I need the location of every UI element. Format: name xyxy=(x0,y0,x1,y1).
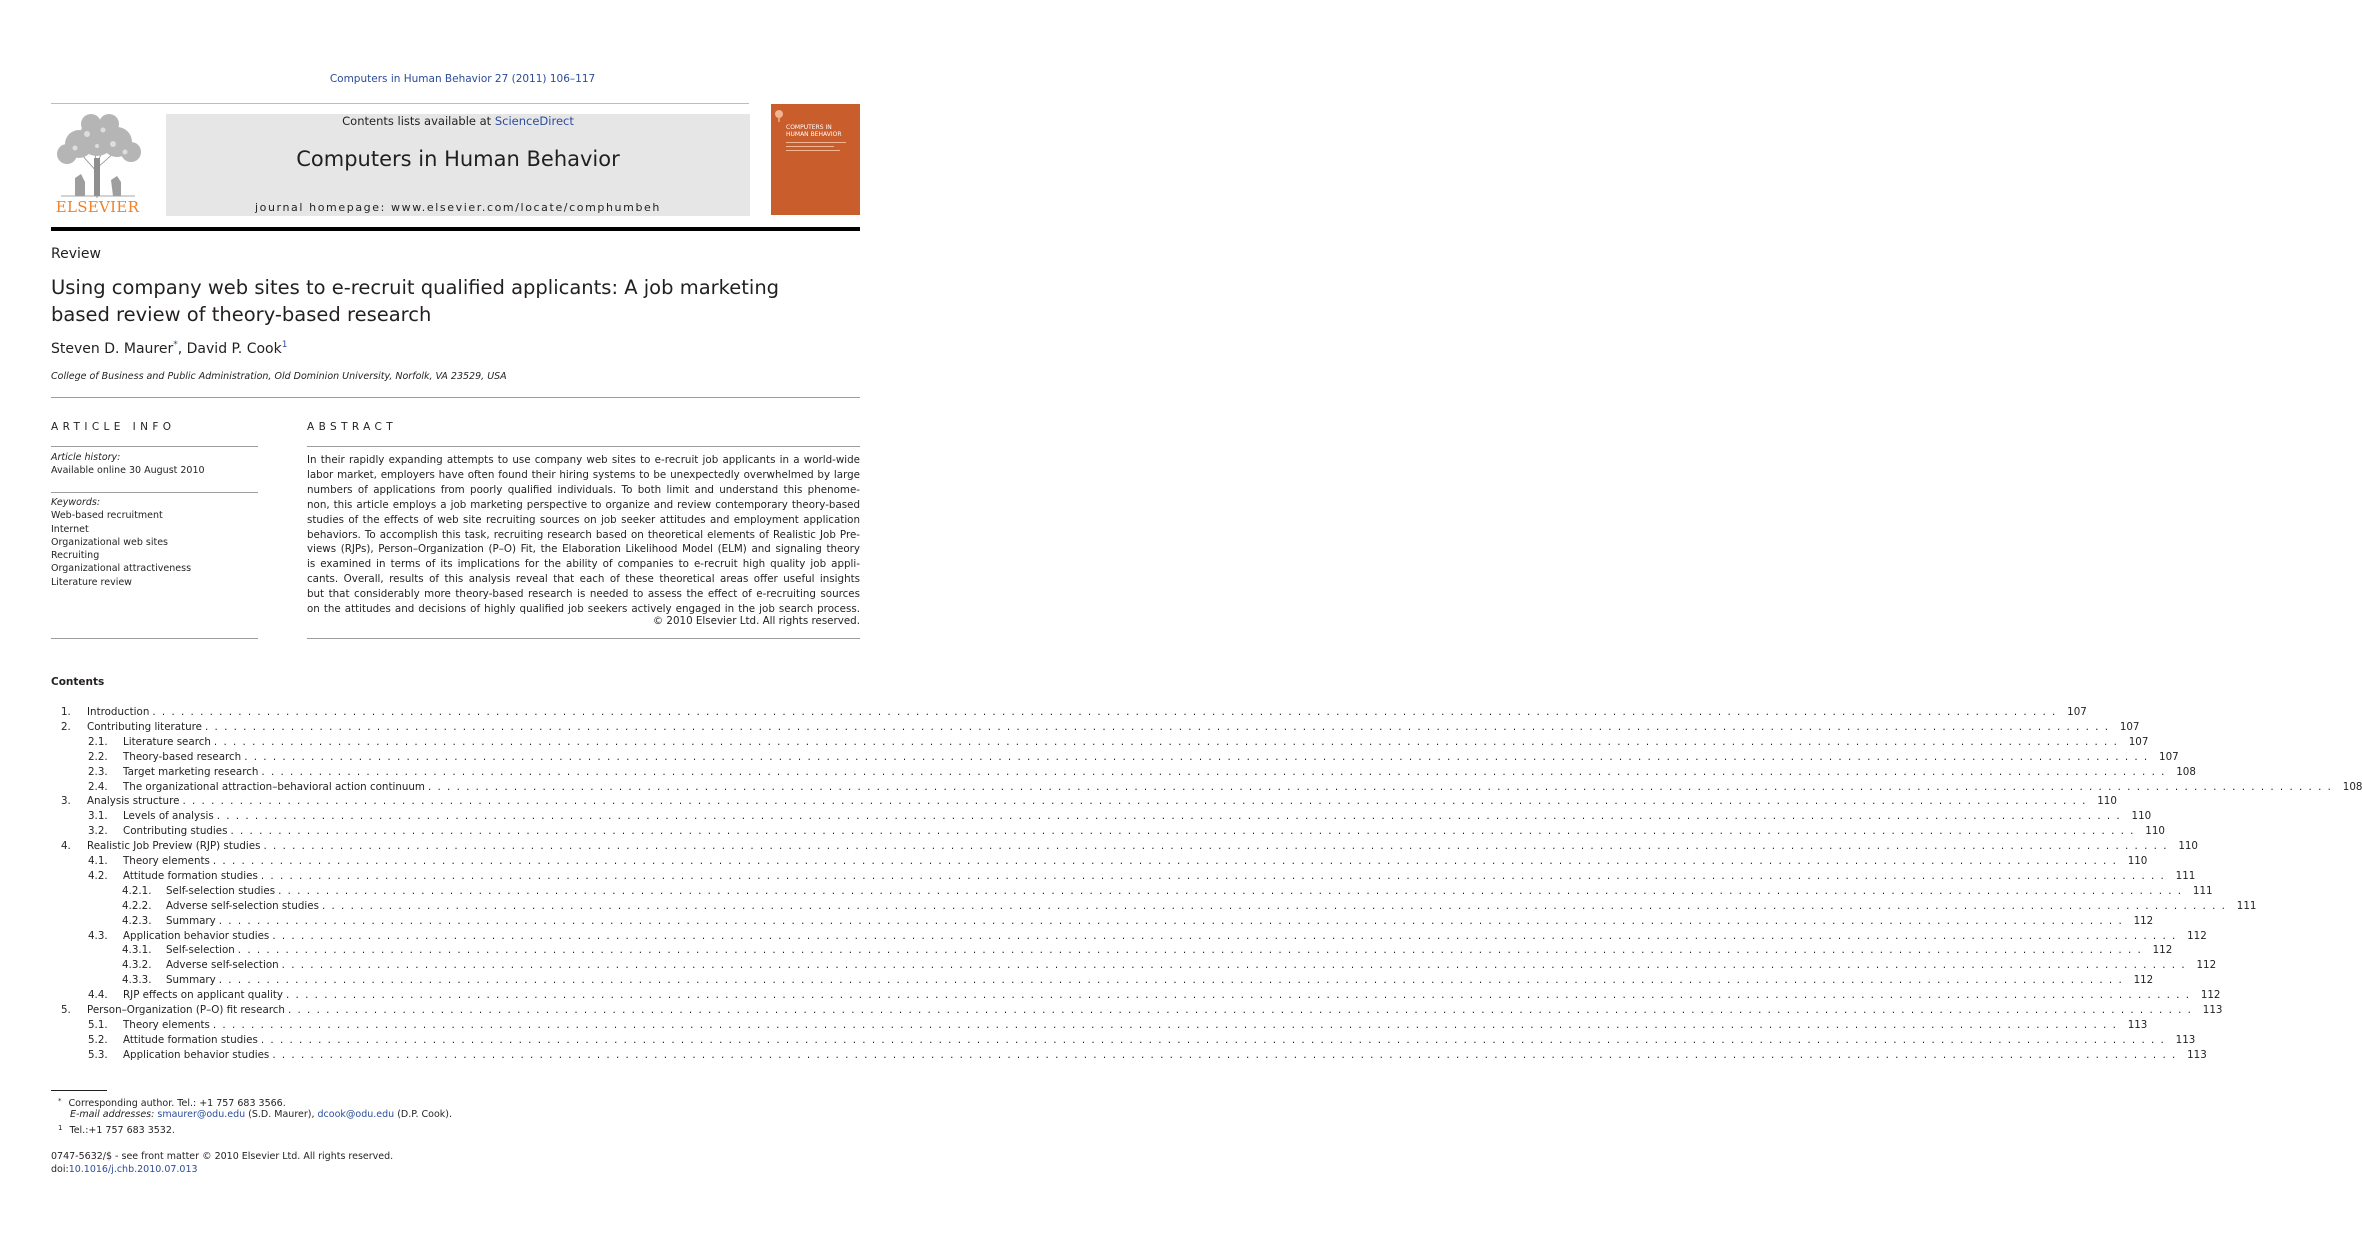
keyword: Organizational web sites xyxy=(51,536,168,548)
footnote-emails xyxy=(70,1108,452,1121)
journal-citation[interactable]: Computers in Human Behavior 27 (2011) 106–117 xyxy=(329,73,596,85)
toc-label[interactable]: Attitude formation studies xyxy=(123,1033,258,1046)
abstract-bottom-rule xyxy=(307,638,860,639)
abstract-line: on the attitudes and decisions of highly qualified job seekers actively engaged in the job search process. xyxy=(307,603,860,616)
abstract-line: behaviors. To accomplish this task, recruiting research based on theoretical elements of Realistic Job Pre- xyxy=(307,528,860,541)
author-list xyxy=(51,340,287,357)
toc-label[interactable]: Target marketing research xyxy=(123,765,259,778)
toc-page-number[interactable]: 113 xyxy=(2187,1048,2207,1061)
toc-leader-dots: . . . . . . . . . . . . . . . . . . . . . . . . . . . . . . . . . . . . . . . . . . . . . . . . . . . . . . . . . . . . . . . . . . . . . . . . . . . . . . . . . . . . . . . . . . . . . . . . . . . . . . . . . . . . . . . . . . . . . . . . . . . . . . . . . . . . . . . . . . . . . . . . . . . . . . . . . . . . . . . . . . . . . . . . . . . . . . . . . . . . . . . . . . . . . . . . . . . . . . . . xyxy=(261,765,2166,778)
toc-page-number[interactable]: 110 xyxy=(2127,855,2148,867)
elsevier-tree-logo-icon xyxy=(51,112,144,200)
toc-entry[interactable] xyxy=(51,958,2217,973)
toc-leader-dots: . . . . . . . . . . . . . . . . . . . . . . . . . . . . . . . . . . . . . . . . . . . . . . . . . . . . . . . . . . . . . . . . . . . . . . . . . . . . . . . . . . . . . . . . . . . . . . . . . . . . . . . . . . . . . . . . . . . . . . . . . . . . . . . . . . . . . . . . . . . . . . . . . . . . . . . . . . . . . . . . . . . . . . . . . . . . . . . . . . . . . . . . . . . . . . . . . . . . . . . . xyxy=(427,780,2333,793)
toc-label[interactable]: Attitude formation studies xyxy=(123,869,258,882)
toc-page-number[interactable]: 112 xyxy=(2196,959,2217,972)
contents-available xyxy=(166,114,750,128)
toc-entry[interactable] xyxy=(51,914,2154,929)
toc-entry[interactable] xyxy=(51,720,2140,735)
article-info-rule xyxy=(51,446,258,447)
toc-entry[interactable] xyxy=(51,1033,2196,1048)
keyword: Internet xyxy=(51,523,89,535)
article-info-heading: ARTICLE INFO xyxy=(51,421,176,433)
toc-entry[interactable] xyxy=(51,899,2257,914)
email-owner: (D.P. Cook). xyxy=(394,1109,453,1120)
author-separator: , xyxy=(177,341,187,357)
email-link[interactable]: dcook@odu.edu xyxy=(317,1109,395,1120)
journal-cover-title xyxy=(786,124,856,151)
keyword: Literature review xyxy=(51,576,132,588)
keyword: Recruiting xyxy=(51,550,100,562)
toc-leader-dots: . . . . . . . . . . . . . . . . . . . . . . . . . . . . . . . . . . . . . . . . . . . . . . . . . . . . . . . . . . . . . . . . . . . . . . . . . . . . . . . . . . . . . . . . . . . . . . . . . . . . . . . . . . . . . . . . . . . . . . . . . . . . . . . . . . . . . . . . . . . . . . . . . . . . . . . . . . . . . . . . . . . . . . . . . . . . . . . . . . . . . . . . . . . . . . . . . . . . . . . . xyxy=(212,1018,2118,1031)
toc-leader-dots: . . . . . . . . . . . . . . . . . . . . . . . . . . . . . . . . . . . . . . . . . . . . . . . . . . . . . . . . . . . . . . . . . . . . . . . . . . . . . . . . . . . . . . . . . . . . . . . . . . . . . . . . . . . . . . . . . . . . . . . . . . . . . . . . . . . . . . . . . . . . . . . . . . . . . . . . . . . . . . . . . . . . . . . . . . . . . . . . . . . . . . . . . . . . . . . . . . . . . . . . xyxy=(216,810,2122,823)
toc-entry[interactable] xyxy=(51,988,2221,1003)
toc-leader-dots: . . . . . . . . . . . . . . . . . . . . . . . . . . . . . . . . . . . . . . . . . . . . . . . . . . . . . . . . . . . . . . . . . . . . . . . . . . . . . . . . . . . . . . . . . . . . . . . . . . . . . . . . . . . . . . . . . . . . . . . . . . . . . . . . . . . . . . . . . . . . . . . . . . . . . . . . . . . . . . . . . . . . . . . . . . . . . . . . . . . . . . . . . . . . . . . . . . . . . . . . xyxy=(260,869,2166,882)
toc-page-number[interactable]: 113 xyxy=(2202,1004,2223,1016)
toc-leader-dots: . . . . . . . . . . . . . . . . . . . . . . . . . . . . . . . . . . . . . . . . . . . . . . . . . . . . . . . . . . . . . . . . . . . . . . . . . . . . . . . . . . . . . . . . . . . . . . . . . . . . . . . . . . . . . . . . . . . . . . . . . . . . . . . . . . . . . . . . . . . . . . . . . . . . . . . . . . . . . . . . . . . . . . . . . . . . . . . . . . . . . . . . . . . . . . . . . . . . . . . . xyxy=(218,914,2124,927)
toc-entry[interactable] xyxy=(51,1018,2148,1033)
toc-leader-dots: . . . . . . . . . . . . . . . . . . . . . . . . . . . . . . . . . . . . . . . . . . . . . . . . . . . . . . . . . . . . . . . . . . . . . . . . . . . . . . . . . . . . . . . . . . . . . . . . . . . . . . . . . . . . . . . . . . . . . . . . . . . . . . . . . . . . . . . . . . . . . . . . . . . . . . . . . . . . . . . . . . . . . . . . . . . . . . . . . . . . . . . . . . . . . . . . . . . . . . . . xyxy=(278,884,2183,897)
toc-page-number[interactable]: 110 xyxy=(2145,825,2165,838)
toc-label[interactable]: Realistic Job Preview (RJP) studies xyxy=(87,840,261,853)
cover-title-line1: COMPUTERS IN xyxy=(786,124,832,131)
email-owner: (S.D. Maurer), xyxy=(245,1109,318,1120)
keyword: Organizational attractiveness xyxy=(51,563,192,575)
toc-entry[interactable] xyxy=(51,735,2149,750)
toc-leader-dots: . . . . . . . . . . . . . . . . . . . . . . . . . . . . . . . . . . . . . . . . . . . . . . . . . . . . . . . . . . . . . . . . . . . . . . . . . . . . . . . . . . . . . . . . . . . . . . . . . . . . . . . . . . . . . . . . . . . . . . . . . . . . . . . . . . . . . . . . . . . . . . . . . . . . . . . . . . . . . . . . . . . . . . . . . . . . . . . . . . . . . . . . . . . . . . . . . . . . . . . . xyxy=(213,735,2119,748)
abstract-line: In their rapidly expanding attempts to use company web sites to e-recruit job applicants in a world-wide xyxy=(307,454,860,466)
toc-entry[interactable] xyxy=(51,794,2117,809)
corresponding-text: Corresponding author. Tel.: +1 757 683 3566. xyxy=(68,1098,286,1109)
toc-leader-dots: . . . . . . . . . . . . . . . . . . . . . . . . . . . . . . . . . . . . . . . . . . . . . . . . . . . . . . . . . . . . . . . . . . . . . . . . . . . . . . . . . . . . . . . . . . . . . . . . . . . . . . . . . . . . . . . . . . . . . . . . . . . . . . . . . . . . . . . . . . . . . . . . . . . . . . . . . . . . . . . . . . . . . . . . . . . . . . . . . . . . . . . . . . . . . . . . . . . . . . . . xyxy=(237,944,2143,957)
toc-number: 3.2. xyxy=(88,825,108,838)
toc-number: 5.3. xyxy=(88,1048,108,1061)
toc-page-number[interactable]: 107 xyxy=(2159,750,2179,763)
toc-page-number[interactable]: 111 xyxy=(2175,869,2196,882)
section-divider xyxy=(51,397,860,398)
toc-label[interactable]: Summary xyxy=(166,914,216,927)
abstract-line: is examined in terms of its implications for the ability of companies to e-recruit high quality job appli- xyxy=(307,558,860,571)
abstract-copyright: © 2010 Elsevier Ltd. All rights reserved. xyxy=(652,615,860,627)
toc-number: 2.4. xyxy=(88,780,108,793)
toc-page-number[interactable]: 107 xyxy=(2067,706,2087,718)
toc-entry[interactable] xyxy=(51,824,2165,839)
abstract-line: studies of the effects of web site recruiting sources on job seeker attitudes and employment application xyxy=(307,513,860,526)
toc-number: 2.1. xyxy=(88,735,108,748)
toc-number: 5.2. xyxy=(88,1033,108,1046)
toc-leader-dots: . . . . . . . . . . . . . . . . . . . . . . . . . . . . . . . . . . . . . . . . . . . . . . . . . . . . . . . . . . . . . . . . . . . . . . . . . . . . . . . . . . . . . . . . . . . . . . . . . . . . . . . . . . . . . . . . . . . . . . . . . . . . . . . . . . . . . . . . . . . . . . . . . . . . . . . . . . . . . . . . . . . . . . . . . . . . . . . . . . . . . . . . . . . . . . . . . . . . . . . . xyxy=(272,1048,2177,1061)
toc-leader-dots: . . . . . . . . . . . . . . . . . . . . . . . . . . . . . . . . . . . . . . . . . . . . . . . . . . . . . . . . . . . . . . . . . . . . . . . . . . . . . . . . . . . . . . . . . . . . . . . . . . . . . . . . . . . . . . . . . . . . . . . . . . . . . . . . . . . . . . . . . . . . . . . . . . . . . . . . . . . . . . . . . . . . . . . . . . . . . . . . . . . . . . . . . . . . . . . . . . . . . . . . xyxy=(260,1033,2166,1046)
toc-entry[interactable] xyxy=(51,884,2213,899)
tel-text: Tel.:+1 757 683 3532. xyxy=(69,1125,175,1136)
corresponding-marker[interactable]: * xyxy=(173,340,178,350)
abstract-line: views (RJPs), Person–Organization (P–O) Fit, the Elaboration Likelihood Model (ELM) and signaling theory xyxy=(307,543,860,556)
doi-prefix: doi: xyxy=(51,1164,69,1176)
abstract-line: numbers of applications from poorly qualified individuals. To both limit and understand this phenome- xyxy=(307,483,860,496)
abstract-line: cants. Overall, results of this analysis reveal that each of these theoretical areas offer useful insights xyxy=(307,573,860,586)
toc-label[interactable]: Contributing studies xyxy=(123,825,228,838)
toc-number: 3.1. xyxy=(88,810,108,823)
toc-number: 4.2.1. xyxy=(122,884,152,897)
toc-entry[interactable] xyxy=(51,780,2362,795)
history-value: Available online 30 August 2010 xyxy=(51,465,205,477)
header-divider xyxy=(51,227,860,231)
toc-label[interactable]: Summary xyxy=(166,974,216,987)
toc-entry[interactable] xyxy=(51,1048,2207,1063)
contents-heading: Contents xyxy=(51,676,105,688)
toc-leader-dots: . . . . . . . . . . . . . . . . . . . . . . . . . . . . . . . . . . . . . . . . . . . . . . . . . . . . . . . . . . . . . . . . . . . . . . . . . . . . . . . . . . . . . . . . . . . . . . . . . . . . . . . . . . . . . . . . . . . . . . . . . . . . . . . . . . . . . . . . . . . . . . . . . . . . . . . . . . . . . . . . . . . . . . . . . . . . . . . . . . . . . . . . . . . . . . . . . . . . . . . . xyxy=(205,720,2110,733)
toc-leader-dots: . . . . . . . . . . . . . . . . . . . . . . . . . . . . . . . . . . . . . . . . . . . . . . . . . . . . . . . . . . . . . . . . . . . . . . . . . . . . . . . . . . . . . . . . . . . . . . . . . . . . . . . . . . . . . . . . . . . . . . . . . . . . . . . . . . . . . . . . . . . . . . . . . . . . . . . . . . . . . . . . . . . . . . . . . . . . . . . . . . . . . . . . . . . . . . . . . . . . . . . . xyxy=(272,929,2177,942)
toc-leader-dots: . . . . . . . . . . . . . . . . . . . . . . . . . . . . . . . . . . . . . . . . . . . . . . . . . . . . . . . . . . . . . . . . . . . . . . . . . . . . . . . . . . . . . . . . . . . . . . . . . . . . . . . . . . . . . . . . . . . . . . . . . . . . . . . . . . . . . . . . . . . . . . . . . . . . . . . . . . . . . . . . . . . . . . . . . . . . . . . . . . . . . . . . . . . . . . . . . . . . . . . . xyxy=(152,706,2057,718)
email-label: E-mail addresses: xyxy=(70,1109,155,1120)
toc-page-number[interactable]: 108 xyxy=(2176,765,2196,778)
keywords-block xyxy=(51,496,191,589)
toc-page-number[interactable]: 112 xyxy=(2152,944,2173,957)
toc-number: 4.3.1. xyxy=(122,944,152,957)
toc-entry[interactable] xyxy=(51,1003,2223,1018)
toc-number: 2. xyxy=(61,720,71,733)
toc-page-number[interactable]: 111 xyxy=(2236,899,2257,912)
sciencedirect-link[interactable]: ScienceDirect xyxy=(494,114,574,128)
toc-number: 4.2.3. xyxy=(122,914,152,927)
abstract-line: labor market, employers have often found their hiring systems to be unexpectedly overwhelmed by large xyxy=(307,468,860,481)
journal-title: Computers in Human Behavior xyxy=(296,147,620,171)
toc-entry[interactable] xyxy=(51,943,2173,958)
toc-entry[interactable] xyxy=(51,750,2179,765)
abstract-text xyxy=(307,453,860,617)
toc-label[interactable]: RJP effects on applicant quality xyxy=(123,989,284,1002)
toc-label[interactable]: Theory-based research xyxy=(123,750,242,763)
toc-label[interactable]: Contributing literature xyxy=(87,720,202,733)
abstract-line: non, this article employs a job marketing perspective to organize and review contemporary theory-based xyxy=(307,498,860,511)
article-type: Review xyxy=(51,246,101,262)
author-affiliation: College of Business and Public Administration, Old Dominion University, Norfolk, VA 23529, USA xyxy=(51,371,507,382)
toc-leader-dots: . . . . . . . . . . . . . . . . . . . . . . . . . . . . . . . . . . . . . . . . . . . . . . . . . . . . . . . . . . . . . . . . . . . . . . . . . . . . . . . . . . . . . . . . . . . . . . . . . . . . . . . . . . . . . . . . . . . . . . . . . . . . . . . . . . . . . . . . . . . . . . . . . . . . . . . . . . . . . . . . . . . . . . . . . . . . . . . . . . . . . . . . . . . . . . . . . . . . . . . . xyxy=(286,989,2191,1002)
issn-line: 0747-5632/$ - see front matter © 2010 Elsevier Ltd. All rights reserved. xyxy=(51,1151,394,1162)
toc-label[interactable]: Application behavior studies xyxy=(123,929,270,942)
toc-leader-dots: . . . . . . . . . . . . . . . . . . . . . . . . . . . . . . . . . . . . . . . . . . . . . . . . . . . . . . . . . . . . . . . . . . . . . . . . . . . . . . . . . . . . . . . . . . . . . . . . . . . . . . . . . . . . . . . . . . . . . . . . . . . . . . . . . . . . . . . . . . . . . . . . . . . . . . . . . . . . . . . . . . . . . . . . . . . . . . . . . . . . . . . . . . . . . . . . . . . . . . . . xyxy=(230,825,2135,838)
toc-entry[interactable] xyxy=(51,854,2148,869)
toc-page-number[interactable]: 113 xyxy=(2127,1018,2148,1031)
toc-entry[interactable] xyxy=(51,809,2152,824)
toc-label[interactable]: Self-selection xyxy=(166,944,235,957)
toc-page-number[interactable]: 108 xyxy=(2342,780,2362,793)
footnote-rule xyxy=(51,1090,107,1091)
toc-label[interactable]: Levels of analysis xyxy=(123,810,214,823)
toc-entry[interactable] xyxy=(51,929,2207,944)
title-line: based review of theory-based research xyxy=(51,303,432,326)
elsevier-wordmark[interactable]: ELSEVIER xyxy=(55,198,140,216)
toc-number: 4.3.2. xyxy=(122,959,152,972)
toc-number: 5. xyxy=(61,1004,71,1016)
toc-page-number[interactable]: 112 xyxy=(2133,974,2154,987)
toc-label[interactable]: Adverse self-selection studies xyxy=(166,899,319,912)
toc-leader-dots: . . . . . . . . . . . . . . . . . . . . . . . . . . . . . . . . . . . . . . . . . . . . . . . . . . . . . . . . . . . . . . . . . . . . . . . . . . . . . . . . . . . . . . . . . . . . . . . . . . . . . . . . . . . . . . . . . . . . . . . . . . . . . . . . . . . . . . . . . . . . . . . . . . . . . . . . . . . . . . . . . . . . . . . . . . . . . . . . . . . . . . . . . . . . . . . . . . . . . . . . xyxy=(321,899,2227,912)
footnote-tel xyxy=(58,1122,175,1137)
abstract-line: but that considerably more theory-based research is needed to assess the effect of e-recruiting sources xyxy=(307,588,860,601)
toc-page-number[interactable]: 111 xyxy=(2192,884,2213,897)
keywords-rule xyxy=(51,492,258,493)
toc-label[interactable]: Adverse self-selection xyxy=(166,959,279,972)
footnote-mark: * xyxy=(58,1097,62,1105)
toc-number: 3. xyxy=(61,795,71,808)
title-line: Using company web sites to e-recruit qualified applicants: A job marketing xyxy=(51,276,780,299)
toc-leader-dots: . . . . . . . . . . . . . . . . . . . . . . . . . . . . . . . . . . . . . . . . . . . . . . . . . . . . . . . . . . . . . . . . . . . . . . . . . . . . . . . . . . . . . . . . . . . . . . . . . . . . . . . . . . . . . . . . . . . . . . . . . . . . . . . . . . . . . . . . . . . . . . . . . . . . . . . . . . . . . . . . . . . . . . . . . . . . . . . . . . . . . . . . . . . . . . . . . . . . . . . . xyxy=(212,855,2118,867)
header-rule xyxy=(51,103,749,104)
cover-line xyxy=(786,150,840,151)
toc-leader-dots: . . . . . . . . . . . . . . . . . . . . . . . . . . . . . . . . . . . . . . . . . . . . . . . . . . . . . . . . . . . . . . . . . . . . . . . . . . . . . . . . . . . . . . . . . . . . . . . . . . . . . . . . . . . . . . . . . . . . . . . . . . . . . . . . . . . . . . . . . . . . . . . . . . . . . . . . . . . . . . . . . . . . . . . . . . . . . . . . . . . . . . . . . . . . . . . . . . . . . . . . xyxy=(244,750,2149,763)
toc-label[interactable]: Theory elements xyxy=(123,1018,210,1031)
toc-page-number[interactable]: 112 xyxy=(2200,989,2221,1002)
article-info-bottom-rule xyxy=(51,638,258,639)
toc-entry[interactable] xyxy=(51,973,2154,988)
toc-label[interactable]: Introduction xyxy=(87,706,150,718)
toc-number: 4.3. xyxy=(88,929,108,942)
toc-label[interactable]: Theory elements xyxy=(123,855,210,867)
toc-page-number[interactable]: 113 xyxy=(2175,1033,2196,1046)
author-name[interactable]: Steven D. Maurer xyxy=(51,341,174,357)
toc-page-number[interactable]: 110 xyxy=(2178,840,2198,853)
abstract-rule xyxy=(307,446,860,447)
toc-page-number[interactable]: 107 xyxy=(2128,735,2149,748)
toc-number: 2.3. xyxy=(88,765,108,778)
abstract-heading: ABSTRACT xyxy=(307,421,398,433)
toc-number: 1. xyxy=(61,706,71,718)
footnote-mark: 1 xyxy=(58,1124,63,1132)
toc-entry[interactable] xyxy=(51,839,2198,854)
toc-page-number[interactable]: 112 xyxy=(2133,914,2154,927)
toc-number: 4.2.2. xyxy=(122,899,152,912)
toc-page-number[interactable]: 112 xyxy=(2187,929,2207,942)
toc-number: 5.1. xyxy=(88,1018,108,1031)
toc-label[interactable]: Self-selection studies xyxy=(166,884,276,897)
toc-label[interactable]: Application behavior studies xyxy=(123,1048,270,1061)
doi-line xyxy=(51,1163,393,1176)
email-link[interactable]: smaurer@odu.edu xyxy=(157,1109,246,1120)
article-history xyxy=(51,451,205,478)
journal-homepage[interactable]: journal homepage: www.elsevier.com/locate/comphumbeh xyxy=(255,201,661,214)
footnote-marker[interactable]: 1 xyxy=(281,340,288,350)
toc-number: 4.1. xyxy=(88,855,108,867)
toc-page-number[interactable]: 110 xyxy=(2131,810,2152,823)
front-matter xyxy=(51,1150,393,1177)
toc-entry[interactable] xyxy=(51,705,2087,720)
toc-page-number[interactable]: 107 xyxy=(2119,720,2140,733)
journal-cover[interactable] xyxy=(771,104,860,215)
contents-available-prefix: Contents lists available at xyxy=(342,114,495,128)
author-name[interactable]: David P. Cook xyxy=(186,341,282,357)
toc-leader-dots: . . . . . . . . . . . . . . . . . . . . . . . . . . . . . . . . . . . . . . . . . . . . . . . . . . . . . . . . . . . . . . . . . . . . . . . . . . . . . . . . . . . . . . . . . . . . . . . . . . . . . . . . . . . . . . . . . . . . . . . . . . . . . . . . . . . . . . . . . . . . . . . . . . . . . . . . . . . . . . . . . . . . . . . . . . . . . . . . . . . . . . . . . . . . . . . . . . . . . . . . xyxy=(281,959,2187,972)
toc-number: 4.3.3. xyxy=(122,974,152,987)
toc-leader-dots: . . . . . . . . . . . . . . . . . . . . . . . . . . . . . . . . . . . . . . . . . . . . . . . . . . . . . . . . . . . . . . . . . . . . . . . . . . . . . . . . . . . . . . . . . . . . . . . . . . . . . . . . . . . . . . . . . . . . . . . . . . . . . . . . . . . . . . . . . . . . . . . . . . . . . . . . . . . . . . . . . . . . . . . . . . . . . . . . . . . . . . . . . . . . . . . . . . . . . . . . xyxy=(287,1004,2193,1016)
toc-label[interactable]: Analysis structure xyxy=(87,795,180,808)
article-title xyxy=(51,274,860,328)
toc-page-number[interactable]: 110 xyxy=(2097,795,2117,808)
toc-number: 2.2. xyxy=(88,750,108,763)
cover-line xyxy=(786,142,846,143)
toc-entry[interactable] xyxy=(51,869,2196,884)
doi-link[interactable]: 10.1016/j.chb.2010.07.013 xyxy=(68,1164,198,1176)
toc-entry[interactable] xyxy=(51,765,2196,780)
toc-number: 4.4. xyxy=(88,989,108,1002)
toc-number: 4. xyxy=(61,840,71,853)
toc-leader-dots: . . . . . . . . . . . . . . . . . . . . . . . . . . . . . . . . . . . . . . . . . . . . . . . . . . . . . . . . . . . . . . . . . . . . . . . . . . . . . . . . . . . . . . . . . . . . . . . . . . . . . . . . . . . . . . . . . . . . . . . . . . . . . . . . . . . . . . . . . . . . . . . . . . . . . . . . . . . . . . . . . . . . . . . . . . . . . . . . . . . . . . . . . . . . . . . . . . . . . . . . xyxy=(218,974,2124,987)
toc-leader-dots: . . . . . . . . . . . . . . . . . . . . . . . . . . . . . . . . . . . . . . . . . . . . . . . . . . . . . . . . . . . . . . . . . . . . . . . . . . . . . . . . . . . . . . . . . . . . . . . . . . . . . . . . . . . . . . . . . . . . . . . . . . . . . . . . . . . . . . . . . . . . . . . . . . . . . . . . . . . . . . . . . . . . . . . . . . . . . . . . . . . . . . . . . . . . . . . . . . . . . . . . xyxy=(182,795,2087,808)
toc-label[interactable]: Person–Organization (P–O) fit research xyxy=(87,1004,285,1016)
toc-leader-dots: . . . . . . . . . . . . . . . . . . . . . . . . . . . . . . . . . . . . . . . . . . . . . . . . . . . . . . . . . . . . . . . . . . . . . . . . . . . . . . . . . . . . . . . . . . . . . . . . . . . . . . . . . . . . . . . . . . . . . . . . . . . . . . . . . . . . . . . . . . . . . . . . . . . . . . . . . . . . . . . . . . . . . . . . . . . . . . . . . . . . . . . . . . . . . . . . . . . . . . . . xyxy=(263,840,2168,853)
cover-line xyxy=(786,146,834,147)
cover-tree-icon xyxy=(774,110,784,122)
history-label: Article history: xyxy=(51,452,121,463)
toc-number: 4.2. xyxy=(88,869,108,882)
cover-title-line2: HUMAN BEHAVIOR xyxy=(786,131,842,138)
keyword: Web-based recruitment xyxy=(51,510,163,522)
toc-label[interactable]: Literature search xyxy=(123,735,211,748)
toc-label[interactable]: The organizational attraction–behavioral action continuum xyxy=(123,780,425,793)
keywords-label: Keywords: xyxy=(51,497,101,508)
